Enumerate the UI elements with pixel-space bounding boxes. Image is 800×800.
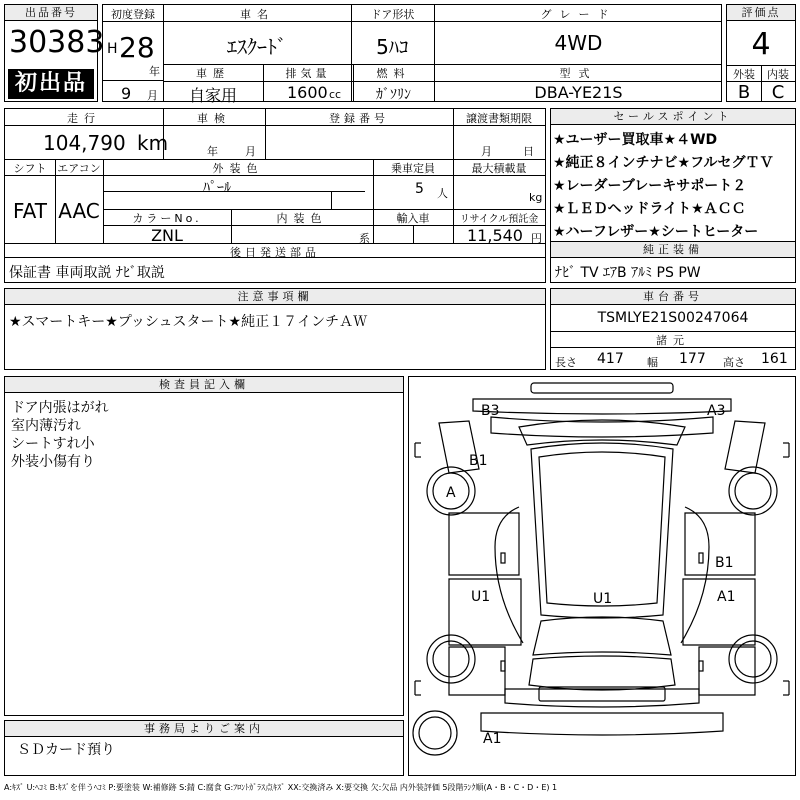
year-unit: 年: [149, 65, 160, 78]
width-value: 177: [679, 351, 706, 367]
fuel-label: 燃料: [376, 67, 411, 80]
import-label: 輸入車: [396, 212, 430, 225]
capacity-label: 乗車定員: [391, 162, 435, 175]
inspection-label: 車検: [197, 112, 231, 125]
load-unit: kg: [529, 191, 543, 204]
grade-label: グレード: [540, 8, 617, 21]
displacement-label: 排気量: [285, 67, 331, 80]
sales-point-1: ★ユーザー買取車★４WD: [553, 132, 718, 148]
lot-block: [4, 4, 105, 102]
transfer-label: 譲渡書類期限: [466, 112, 532, 125]
interior-color-label: 内装色: [276, 212, 328, 225]
interior-label: 内装: [767, 68, 789, 81]
reg-year: 28: [119, 31, 155, 64]
notes-label: 注意事項欄: [5, 289, 545, 305]
capacity: 5: [415, 181, 424, 197]
mark-b1-left: B1: [469, 453, 488, 469]
lot-number: 30383: [9, 25, 105, 60]
mark-a-left: A: [446, 485, 456, 501]
sales-point-3: ★レーダーブレーキサポート２: [553, 178, 747, 194]
mileage-unit: km: [137, 131, 169, 155]
exterior-label: 外装: [733, 68, 755, 81]
sales-points-label: セールスポイント: [551, 109, 795, 125]
office-block: [4, 720, 404, 776]
car-name-label: 車名: [240, 8, 274, 21]
mark-a1-bottom: A1: [483, 731, 502, 747]
sales-point-5: ★ハーフレザー★シートヒーター: [553, 224, 759, 240]
specs-table: [4, 108, 546, 258]
inspector-line-4: 外装小傷有り: [11, 454, 95, 470]
score-block: [726, 4, 796, 102]
office-value: ＳＤカード預り: [17, 742, 115, 758]
displacement: 1600: [287, 83, 328, 102]
mark-b1-right: B1: [715, 555, 734, 571]
width-label: 幅: [647, 356, 658, 369]
height-label: 高さ: [723, 356, 745, 369]
interior-color-unit: 系: [359, 232, 370, 245]
sales-points-block: [550, 108, 796, 242]
mark-u1-left: U1: [471, 589, 491, 605]
mark-u1-center: U1: [593, 591, 613, 607]
mileage: 104,790: [43, 131, 126, 155]
color-no: ZNL: [151, 226, 183, 245]
color-label: 外装色: [212, 162, 264, 175]
equipment-block: [550, 241, 796, 283]
mark-a3: A3: [707, 403, 726, 419]
length-label: 長さ: [555, 356, 577, 369]
inspection-month-unit: 月: [245, 145, 256, 158]
color-no-label: カラーNo.: [132, 212, 202, 225]
reg-month: 9: [121, 84, 132, 103]
chassis-number: TSMLYE21S00247064: [597, 310, 749, 326]
chassis-label: 車台番号: [551, 289, 795, 305]
vehicle-header-table: [102, 4, 722, 105]
inspector-line-2: 室内薄汚れ: [11, 418, 81, 434]
capacity-unit: 人: [437, 187, 448, 200]
mark-b3: B3: [481, 403, 500, 419]
door-label: ドア形状: [370, 8, 415, 21]
inspector-line-1: ドア内張はがれ: [11, 400, 109, 416]
ac: AAC: [58, 199, 100, 223]
ac-label: エアコン: [57, 162, 101, 175]
length-value: 417: [597, 351, 624, 367]
chassis-block: [550, 288, 796, 370]
shift: FAT: [12, 199, 47, 223]
history-label: 車歴: [196, 67, 230, 80]
notes-block: [4, 288, 546, 370]
score: 4: [751, 27, 771, 62]
equipment-label: 純正装備: [551, 242, 795, 258]
dims-label: 諸元: [656, 334, 690, 347]
model: DBA-YE21S: [534, 83, 623, 102]
door-type: 5ﾊｺ: [376, 35, 409, 59]
notes-value: ★スマートキー★プッシュスタート★純正１７インチＡＷ: [9, 314, 368, 330]
model-label: 型式: [559, 67, 598, 80]
history: 自家用: [188, 86, 237, 105]
first-listing-badge: 初出品: [8, 69, 94, 99]
transfer-month-unit: 月: [481, 145, 492, 158]
score-label: 評価点: [727, 5, 795, 21]
parts-value: 保証書 車両取説 ﾅﾋﾞ取説: [9, 265, 165, 281]
height-value: 161: [761, 351, 788, 367]
recycle-fee: 11,540: [467, 226, 523, 245]
first-reg-label: 初度登録: [111, 8, 155, 21]
mark-a1-right: A1: [717, 589, 736, 605]
car-name: ｴｽｸｰﾄﾞ: [227, 35, 287, 59]
car-diagram: [408, 376, 796, 776]
displacement-unit: cc: [329, 88, 342, 101]
sales-point-2: ★純正８インチナビ★フルセグＴＶ: [553, 155, 774, 171]
registration-label: 登録番号: [329, 112, 389, 125]
mileage-label: 走行: [67, 112, 101, 125]
parts-box: [4, 257, 546, 283]
office-label: 事務局よりご案内: [5, 721, 403, 737]
shift-label: シフト: [13, 162, 47, 175]
car-diagram-svg: [409, 377, 795, 775]
inspection-year-unit: 年: [207, 145, 218, 158]
inspector-line-3: シートすれ小: [11, 436, 95, 452]
transfer-day-unit: 日: [523, 145, 534, 158]
recycle-unit: 円: [531, 232, 542, 245]
inspector-label: 検査員記入欄: [5, 377, 403, 393]
fuel: ｶﾞｿﾘﾝ: [376, 87, 411, 103]
recycle-label: リサイクル預託金: [459, 214, 539, 225]
equipment-value: ﾅﾋﾞ TV ｴｱB ｱﾙﾐ PS PW: [555, 265, 701, 281]
load-label: 最大積載量: [471, 162, 527, 175]
inspector-block: [4, 376, 404, 716]
legend: A:ｷｽﾞ U:ﾍｺﾐ B:ｷｽﾞを伴うﾍｺﾐ P:要塗装 W:補修跡 S:錆 C:腐食 G:ﾌﾛﾝﾄｶﾞﾗｽ点ｷｽﾞ XX:交換済み X:要交換 欠:欠品 内外装評価 5段階ﾗﾝｸ順(A・B・C・D・E) 1: [4, 783, 558, 792]
parts-label: 後日発送部品: [230, 246, 320, 259]
sales-point-4: ★ＬＥＤヘッドライト★ＡＣＣ: [553, 201, 746, 217]
month-unit: 月: [147, 89, 158, 102]
era-letter: H: [107, 41, 118, 57]
interior-grade: C: [771, 82, 785, 103]
grade: 4WD: [554, 31, 603, 55]
exterior-color: ﾊﾟｰﾙ: [203, 180, 231, 196]
lot-label: 出品番号: [5, 5, 97, 21]
exterior-grade: B: [737, 82, 751, 103]
